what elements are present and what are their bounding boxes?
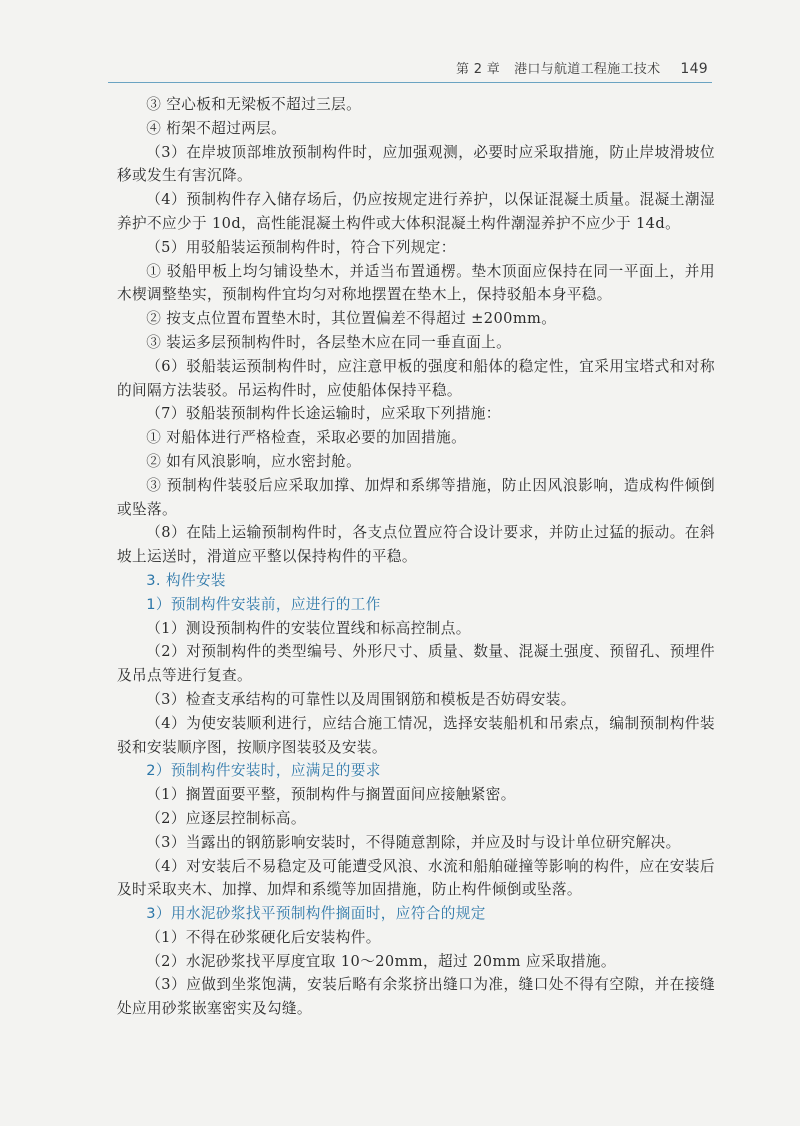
subsection-heading: 3）用水泥砂浆找平预制构件搁面时，应符合的规定 xyxy=(146,905,486,923)
paragraph: （2）对预制构件的类型编号、外形尺寸、质量、数量、混凝土强度、预留孔、预埋件及吊点等进行复查。 xyxy=(117,643,715,685)
paragraph: ① 驳船甲板上均匀铺设垫木，并适当布置通楞。垫木顶面应保持在同一平面上，并用木楔调整垫实，预制构件宜均匀对称地摆置在垫木上，保持驳船本身平稳。 xyxy=(117,262,715,304)
paragraph: （3）应做到坐浆饱满，安装后略有余浆挤出缝口为准，缝口处不得有空隙，并在接缝处应用砂浆嵌塞密实及勾缝。 xyxy=(117,976,715,1018)
paragraph: ② 按支点位置布置垫木时，其位置偏差不得超过 ±200mm。 xyxy=(146,310,557,328)
paragraph: （1）测设预制构件的安装位置线和标高控制点。 xyxy=(146,619,471,637)
paragraph: ④ 桁架不超过两层。 xyxy=(146,119,287,137)
header-text xyxy=(456,58,708,77)
header-rule xyxy=(108,82,712,83)
paragraph: （2）水泥砂浆找平厚度宜取 10～20mm，超过 20mm 应采取措施。 xyxy=(146,952,616,970)
paragraph: ③ 空心板和无梁板不超过三层。 xyxy=(146,96,362,113)
paragraph: ③ 装运多层预制构件时，各层垫木应在同一垂直面上。 xyxy=(146,333,512,351)
chapter-title: 港口与航道工程施工技术 xyxy=(514,62,661,77)
paragraph: ② 如有风浪影响，应水密封舱。 xyxy=(146,452,362,470)
page-number: 149 xyxy=(680,61,708,77)
paragraph: ③ 预制构件装驳后应采取加撑、加焊和系绑等措施，防止因风浪影响，造成构件倾倒或坠落。 xyxy=(117,476,715,518)
paragraph: （1）搁置面要平整，预制构件与搁置面间应接触紧密。 xyxy=(146,786,516,804)
paragraph: （3）在岸坡顶部堆放预制构件时，应加强观测，必要时应采取措施，防止岸坡滑坡位移或发生有害沉降。 xyxy=(117,143,715,185)
paragraph: （3）当露出的钢筋影响安装时，不得随意割除，并应及时与设计单位研究解决。 xyxy=(146,833,681,851)
paragraph: （1）不得在砂浆硬化后安装构件。 xyxy=(146,928,381,946)
paragraph: （4）预制构件存入储存场后，仍应按规定进行养护，以保证混凝土质量。混凝土潮湿养护不应少于 10d，高性能混凝土构件或大体积混凝土构件潮湿养护不应少于 14d。 xyxy=(117,191,715,232)
chapter-number: 第 2 章 xyxy=(456,62,501,77)
paragraph: （6）驳船装运预制构件时，应注意甲板的强度和船体的稳定性，宜采用宝塔式和对称的间隔方法装驳。吊运构件时，应使船体保持平稳。 xyxy=(117,357,715,399)
paragraph: （8）在陆上运输预制构件时，各支点位置应符合设计要求，并防止过猛的振动。在斜坡上运送时，滑道应平整以保持构件的平稳。 xyxy=(117,524,715,566)
body-text xyxy=(117,93,715,1021)
paragraph: （7）驳船装预制构件长途运输时，应采取下列措施： xyxy=(146,405,501,423)
paragraph: （4）对安装后不易稳定及可能遭受风浪、水流和船舶碰撞等影响的构件，应在安装后及时采取夹木、加撑、加焊和系缆等加固措施，防止构件倾倒或坠落。 xyxy=(117,857,715,899)
paragraph: ① 对船体进行严格检查，采取必要的加固措施。 xyxy=(146,429,467,447)
section-heading: 3. 构件安装 xyxy=(146,571,226,589)
subsection-heading: 2）预制构件安装时，应满足的要求 xyxy=(146,762,381,780)
paragraph: （2）应逐层控制标高。 xyxy=(146,809,306,827)
paragraph: （5）用驳船装运预制构件时，符合下列规定： xyxy=(146,238,456,256)
paragraph: （4）为使安装顺利进行，应结合施工情况，选择安装船机和吊索点，编制预制构件装驳和安装顺序图，按顺序图装驳及安装。 xyxy=(117,714,715,756)
subsection-heading: 1）预制构件安装前，应进行的工作 xyxy=(146,595,381,613)
paragraph: （3）检查支承结构的可靠性以及周围钢筋和模板是否妨碍安装。 xyxy=(146,690,576,708)
